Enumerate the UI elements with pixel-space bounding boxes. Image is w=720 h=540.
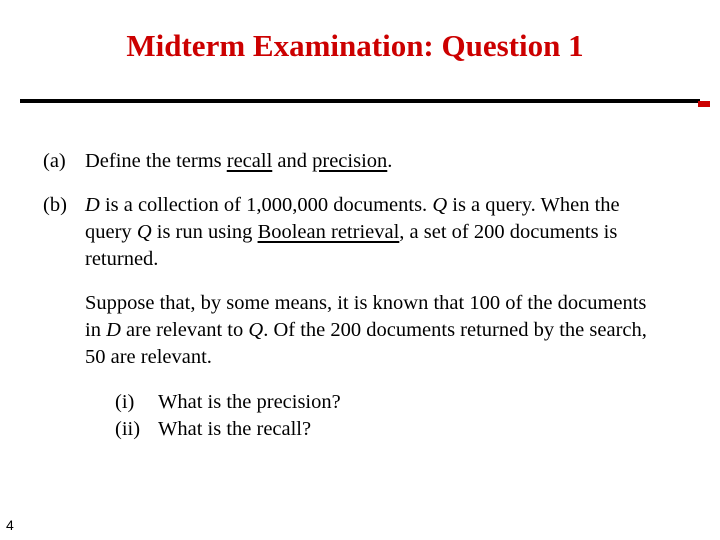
part-b-body <box>85 192 663 443</box>
subquestion-list <box>115 389 663 443</box>
slide-number: 4 <box>6 517 14 533</box>
term-recall: recall <box>226 150 273 172</box>
variable-q: Q <box>248 319 264 341</box>
variable-q: Q <box>136 221 152 243</box>
subquestion-item <box>115 416 663 443</box>
question-body <box>43 148 663 443</box>
part-b-text-3: is run using <box>151 221 258 243</box>
part-a-text-1: Define the terms <box>85 150 227 172</box>
title-divider-accent <box>698 101 710 107</box>
part-a-text <box>85 148 663 175</box>
subquestion-text: What is the precision? <box>158 391 341 413</box>
slide-title: Midterm Examination: Question 1 <box>126 28 584 63</box>
scenario-text-2: are relevant to <box>120 319 249 341</box>
part-b-text <box>85 192 663 273</box>
part-b-text-2: is a query. When the query <box>85 194 620 243</box>
part-b-text-1: is a collection of 1,000,000 documents. <box>99 194 433 216</box>
question-part-a <box>43 148 663 175</box>
subquestion-text: What is the recall? <box>158 418 312 440</box>
part-b-marker: (b) <box>43 194 67 216</box>
part-a-marker: (a) <box>43 150 66 172</box>
subquestion-item <box>115 389 663 416</box>
variable-d: D <box>106 319 121 341</box>
subquestion-marker: (i) <box>115 391 135 413</box>
question-part-b <box>43 192 663 443</box>
part-b-text-4: , a set of 200 documents is returned. <box>85 221 618 270</box>
title-divider <box>20 99 700 103</box>
scenario-text-3: . Of the 200 documents returned by the search, 50 are relevant. <box>85 319 647 368</box>
scenario-text-1: Suppose that, by some means, it is known that 100 of the documents in <box>85 292 647 341</box>
term-boolean-retrieval: Boolean retrieval <box>257 221 400 243</box>
part-a-text-2: and <box>272 150 313 172</box>
part-a-text-3: . <box>387 150 393 172</box>
scenario-paragraph <box>85 290 663 371</box>
term-precision: precision <box>312 150 388 172</box>
subquestion-marker: (ii) <box>115 418 141 440</box>
variable-q: Q <box>432 194 448 216</box>
variable-d: D <box>85 194 100 216</box>
